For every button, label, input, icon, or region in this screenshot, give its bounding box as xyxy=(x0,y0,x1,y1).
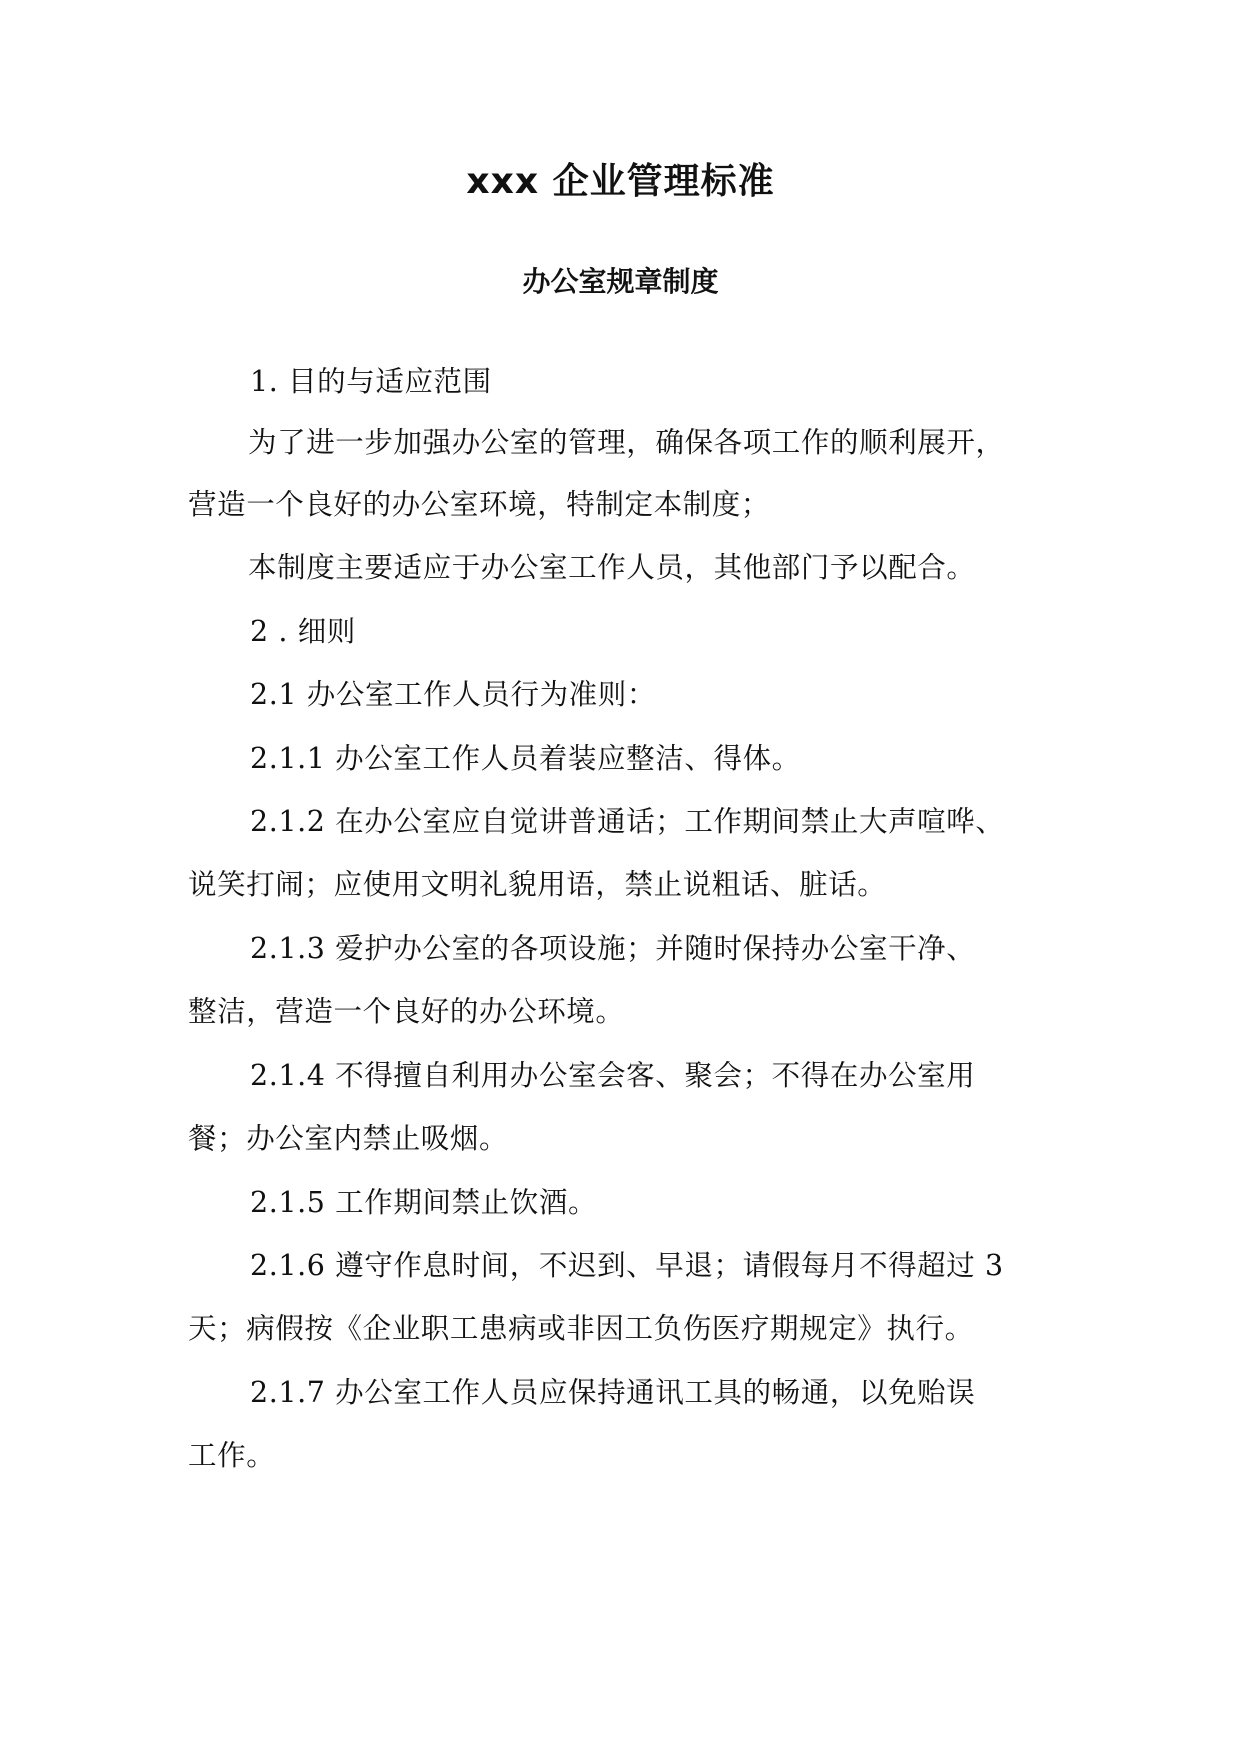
clause-continuation: 说笑打闹；应使用文明礼貌用语，禁止说粗话、脏话。 xyxy=(188,868,887,901)
document-title: xxx 企业管理标准 xyxy=(466,161,775,202)
document-subtitle: 办公室规章制度 xyxy=(522,265,719,298)
clause-line: 2.1.2 在办公室应自觉讲普通话；工作期间禁止大声喧哗、 xyxy=(250,805,1005,838)
clause-line: 2.1.7 办公室工作人员应保持通讯工具的畅通，以免贻误 xyxy=(250,1376,976,1409)
paragraph-line: 本制度主要适应于办公室工作人员，其他部门予以配合。 xyxy=(248,551,976,584)
clause-line: 2.1.1 办公室工作人员着装应整洁、得体。 xyxy=(250,742,801,775)
clause-continuation: 天；病假按《企业职工患病或非因工负伤医疗期规定》执行。 xyxy=(188,1312,974,1345)
clause-continuation: 餐；办公室内禁止吸烟。 xyxy=(188,1122,509,1155)
clause-line: 2.1.6 遵守作息时间，不迟到、早退；请假每月不得超过 3 xyxy=(250,1249,1004,1282)
paragraph-line: 营造一个良好的办公室环境，特制定本制度； xyxy=(188,488,771,521)
clause-continuation: 整洁，营造一个良好的办公环境。 xyxy=(188,995,625,1028)
clause-continuation: 工作。 xyxy=(188,1439,276,1472)
paragraph-line: 为了进一步加强办公室的管理，确保各项工作的顺利展开， xyxy=(248,426,1005,459)
clause-line: 2.1.3 爱护办公室的各项设施；并随时保持办公室干净、 xyxy=(250,932,976,965)
section-heading-details: 2 . 细则 xyxy=(250,615,356,648)
subsection-heading: 2.1 办公室工作人员行为准则： xyxy=(250,678,656,711)
clause-line: 2.1.5 工作期间禁止饮酒。 xyxy=(250,1186,598,1219)
clause-line: 2.1.4 不得擅自利用办公室会客、聚会；不得在办公室用 xyxy=(250,1059,976,1092)
section-heading-purpose: 1. 目的与适应范围 xyxy=(250,365,492,398)
